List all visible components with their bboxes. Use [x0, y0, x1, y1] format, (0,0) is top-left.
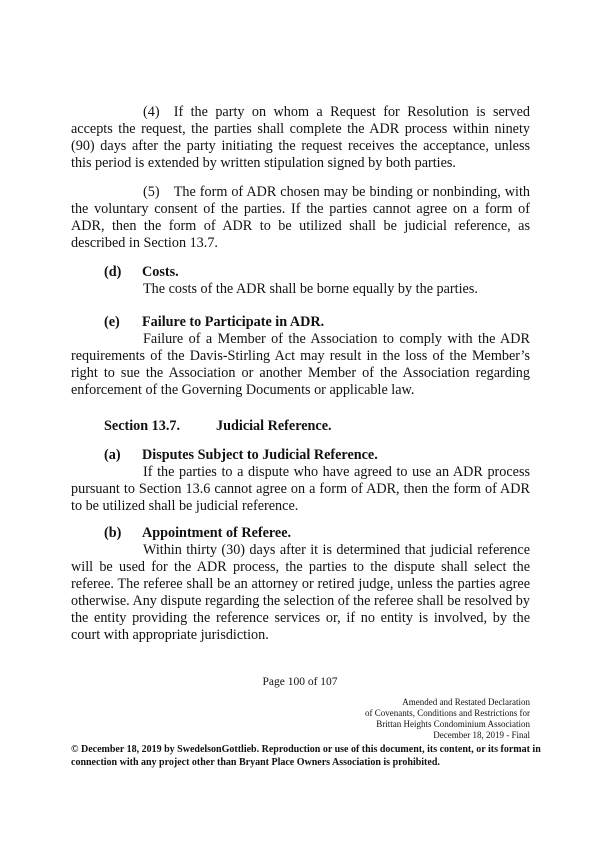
section-13-7-heading [104, 418, 332, 435]
subsection-e-label: (e) [104, 314, 120, 330]
subsection-a-label: (a) [104, 447, 121, 463]
subsection-a-body: If the parties to a dispute who have agreed to use an ADR process pursuant to Section 13.6 cannot agree on a form of ADR, then the form of ADR to be utilized shall be judicial reference. [71, 464, 530, 514]
subsection-a-title: Disputes Subject to Judicial Reference. [142, 447, 378, 463]
subsection-b-title: Appointment of Referee. [142, 525, 292, 541]
subsection-b-body: Within thirty (30) days after it is determined that judicial reference will be used for the ADR process, the parties to the dispute shall select the referee. The referee shall be an attorney or retired judge, unless the parties agree otherwise. Any dispute regarding the selection of the referee shall be resolved by the entity providing the reference services or, if no entity is involved, by the court with appropriate jurisdiction. [71, 542, 530, 643]
subsection-d-title: Costs. [142, 264, 179, 280]
subsection-e-body: Failure of a Member of the Association to comply with the ADR requirements of the Davis-Stirling Act may result in the loss of the Member’s right to sue the Association or another Member of the Association regarding enforcement of the Governing Documents or applicable law. [71, 331, 530, 398]
subsection-e-title: Failure to Participate in ADR. [142, 314, 325, 330]
subsection-e-heading [104, 314, 324, 331]
doc-line-3: Brittan Heights Condominium Association [376, 719, 530, 729]
document-identifier [365, 697, 530, 741]
page-number: Page 100 of 107 [262, 676, 338, 688]
doc-line-4: December 18, 2019 - Final [433, 730, 530, 740]
doc-line-1: Amended and Restated Declaration [402, 697, 530, 707]
doc-line-2: of Covenants, Conditions and Restrictions for [365, 708, 530, 718]
copyright-notice: © December 18, 2019 by SwedelsonGottlieb. Reproduction or use of this document, its content, or its format in connection with any project other than Bryant Place Owners Association is prohibited. [71, 744, 541, 768]
section-number: Section 13.7. [104, 418, 181, 434]
subsection-d-heading [104, 264, 179, 281]
subsection-b-label: (b) [104, 525, 122, 541]
subsection-a-heading [104, 447, 378, 464]
subsection-b-heading [104, 525, 291, 542]
paragraph-5: (5) The form of ADR chosen may be binding or nonbinding, with the voluntary consent of the parties. If the parties cannot agree on a form of ADR, then the form of ADR to be utilized shall be judicial reference, as described in Section 13.7. [71, 184, 530, 251]
section-title: Judicial Reference. [216, 418, 332, 434]
paragraph-4: (4) If the party on whom a Request for Resolution is served accepts the request, the parties shall complete the ADR process within ninety (90) days after the party initiating the request receives the acceptance, unless this period is extended by written stipulation signed by both parties. [71, 104, 530, 171]
subsection-d-label: (d) [104, 264, 122, 280]
subsection-d-body: The costs of the ADR shall be borne equally by the parties. [143, 281, 478, 297]
